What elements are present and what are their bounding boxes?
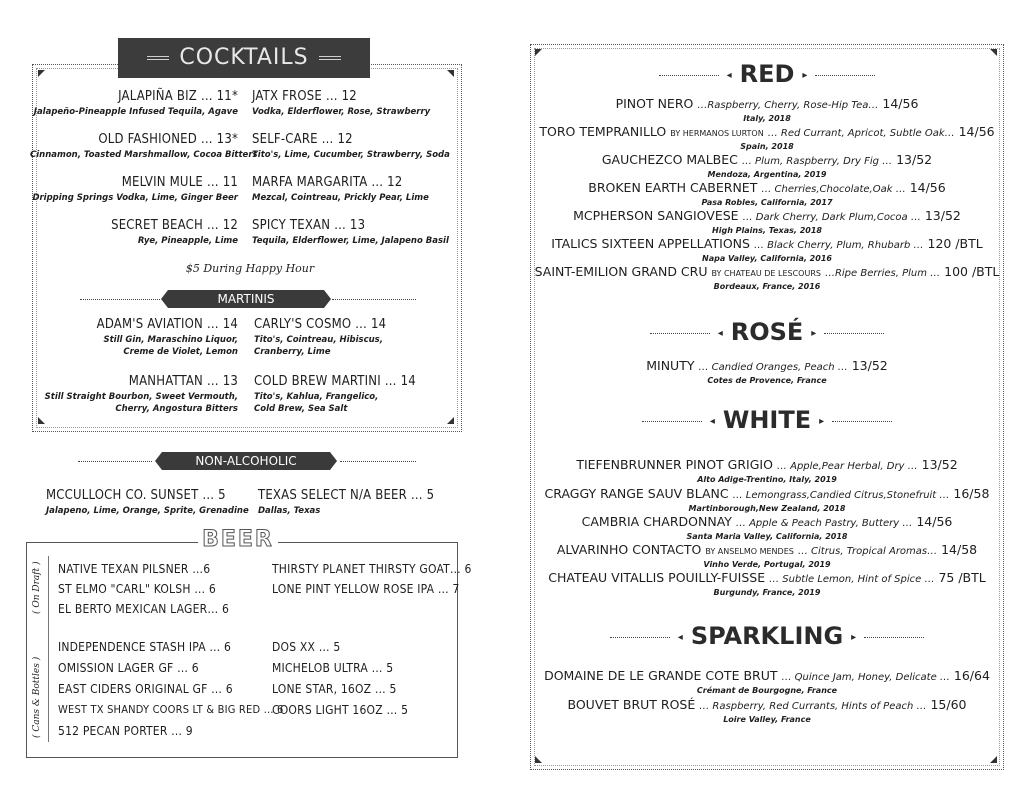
wine-notes: … Raspberry, Red Currants, Hints of Peach … xyxy=(699,701,927,712)
wine-origin: Alto Adige-Trentino, Italy, 2019 xyxy=(697,475,837,484)
beer-item: ST ELMO "CARL" KOLSH … 6 xyxy=(58,582,216,596)
wine-entry xyxy=(534,457,1000,485)
cocktail-name: SPICY TEXAN … 13 xyxy=(252,218,366,233)
na-desc: Dallas, Texas xyxy=(258,506,321,516)
wine-name: DOMAINE DE LE GRANDE COTE BRUT xyxy=(544,668,778,683)
banner-dash xyxy=(319,56,341,60)
wine-name: SAINT-EMILION GRAND CRU xyxy=(534,264,708,279)
wine-notes: …Ripe Berries, Plum … xyxy=(824,268,941,279)
wine-entry xyxy=(534,124,1000,152)
wine-price: 13/52 xyxy=(924,208,961,223)
wine-price: 13/52 xyxy=(896,152,933,167)
beer-item: NATIVE TEXAN PILSNER …6 xyxy=(58,562,211,576)
cocktail-desc: Dripping Springs Vodka, Lime, Ginger Beer xyxy=(32,193,238,203)
martini-desc: Tito's, Kahlua, Frangelico, xyxy=(254,392,379,402)
wine-notes: … Citrus, Tropical Aromas… xyxy=(797,546,938,557)
cocktail-desc: Tito's, Lime, Cucumber, Strawberry, Soda xyxy=(252,150,450,160)
wine-price: 13/52 xyxy=(851,358,888,373)
wine-origin: Bordeaux, France, 2016 xyxy=(713,282,821,291)
wine-name: BOUVET BRUT ROSÉ xyxy=(567,697,696,712)
wine-origin: Pasa Robles, California, 2017 xyxy=(701,198,833,207)
beer-item: DOS XX … 5 xyxy=(272,640,341,654)
martini-name: MANHATTAN … 13 xyxy=(128,374,238,389)
wine-notes: …Raspberry, Cherry, Rose-Hip Tea… xyxy=(697,100,879,111)
wine-origin: Mendoza, Argentina, 2019 xyxy=(707,170,827,179)
cocktail-name: SECRET BEACH … 12 xyxy=(111,218,238,233)
cocktail-name: SELF-CARE … 12 xyxy=(252,132,353,147)
wine-notes: … Candied Oranges, Peach … xyxy=(698,362,848,373)
beer-item: THIRSTY PLANET THIRSTY GOAT… 6 xyxy=(272,562,472,576)
cocktail-name: JATX FROSE … 12 xyxy=(252,89,357,104)
wine-origin: Burgundy, France, 2019 xyxy=(713,588,821,597)
wine-origin: Napa Valley, California, 2016 xyxy=(702,254,832,263)
wine-notes: … Red Currant, Apricot, Subtle Oak… xyxy=(767,128,955,139)
beer-item: WEST TX SHANDY COORS LT & BIG RED … 6 xyxy=(58,703,284,716)
wine-price: 14/56 xyxy=(958,124,995,139)
divider-dots xyxy=(332,299,416,300)
sparkling-title: SPARKLING xyxy=(690,622,844,650)
wine-entry xyxy=(534,264,1000,292)
divider-dots xyxy=(815,75,875,76)
cocktails-banner xyxy=(118,38,370,78)
beer-item: MICHELOB ULTRA … 5 xyxy=(272,661,394,675)
beer-item: EAST CIDERS ORIGINAL GF … 6 xyxy=(58,682,233,696)
cocktail-desc: Cinnamon, Toasted Marshmallow, Cocoa Bitters xyxy=(30,150,258,160)
corner-ornament xyxy=(535,49,542,56)
wine-notes: … Quince Jam, Honey, Delicate … xyxy=(781,672,950,683)
wine-name: ALVARINHO CONTACTO xyxy=(556,542,702,557)
divider-dots xyxy=(650,333,710,334)
beer-item: INDEPENDENCE STASH IPA … 6 xyxy=(58,640,232,654)
martini-name: ADAM'S AVIATION … 14 xyxy=(96,317,238,332)
martini-desc: Still Straight Bourbon, Sweet Vermouth, xyxy=(44,392,238,402)
happy-hour-note: $5 During Happy Hour xyxy=(185,262,315,275)
corner-ornament xyxy=(990,49,997,56)
on-draft-label: ( On Draft ) xyxy=(32,561,42,614)
wine-price: 100 /BTL xyxy=(944,264,1000,279)
wine-origin: Santa Maria Valley, California, 2018 xyxy=(686,532,848,541)
martini-desc: Creme de Violet, Lemon xyxy=(123,347,238,357)
wine-entry xyxy=(534,152,1000,180)
na-name: MCCULLOCH CO. SUNSET … 5 xyxy=(46,488,226,503)
martini-name: COLD BREW MARTINI … 14 xyxy=(254,374,416,389)
white-section-title: ◂ WHITE ▸ xyxy=(534,406,1000,434)
wine-notes: … Apple,Pear Herbal, Dry … xyxy=(776,461,918,472)
wine-notes: … Plum, Raspberry, Dry Fig … xyxy=(741,156,893,167)
wine-price: 14/56 xyxy=(909,180,946,195)
rose-section-title: ◂ ROSÉ ▸ xyxy=(534,318,1000,346)
wine-origin: Loire Valley, France xyxy=(723,715,811,724)
martini-desc: Still Gin, Maraschino Liquor, xyxy=(103,335,238,345)
cocktail-desc: Rye, Pineapple, Lime xyxy=(137,236,238,246)
martini-desc: Cold Brew, Sea Salt xyxy=(254,404,348,414)
sparkling-section-title: ◂ SPARKLING ▸ xyxy=(534,622,1000,650)
wine-entry xyxy=(534,514,1000,542)
martini-desc: Cherry, Angostura Bitters xyxy=(115,404,238,414)
rose-title: ROSÉ xyxy=(730,318,804,346)
red-section-title: ◂ RED ▸ xyxy=(534,60,1000,88)
beer-item: LONE STAR, 16OZ … 5 xyxy=(272,682,397,696)
corner-ornament xyxy=(38,70,45,77)
cocktail-name: JALAPIÑA BIZ … 11* xyxy=(118,89,238,104)
wine-name: GAUCHEZCO MALBEC xyxy=(601,152,738,167)
divider-dots xyxy=(832,421,892,422)
divider-dots xyxy=(659,75,719,76)
wine-origin: High Plains, Texas, 2018 xyxy=(712,226,822,235)
na-name: TEXAS SELECT N/A BEER … 5 xyxy=(258,488,435,503)
wine-name: TIEFENBRUNNER PINOT GRIGIO xyxy=(576,457,773,472)
wine-price: 15/60 xyxy=(930,697,967,712)
wine-entry xyxy=(534,570,1000,598)
martini-name: CARLY'S COSMO … 14 xyxy=(254,317,387,332)
divider-dots xyxy=(340,461,416,462)
wine-notes: … Black Cherry, Plum, Rhubarb … xyxy=(753,240,924,251)
divider-dots xyxy=(610,637,670,638)
corner-ornament xyxy=(447,417,454,424)
wine-price: 14/58 xyxy=(941,542,978,557)
beer-item: EL BERTO MEXICAN LAGER… 6 xyxy=(58,602,230,616)
wine-entry xyxy=(534,668,1000,696)
beer-item: LONE PINT YELLOW ROSE IPA … 7 xyxy=(272,582,460,596)
wine-origin: Italy, 2018 xyxy=(743,114,791,123)
banner-dash xyxy=(147,56,169,60)
cocktail-desc: Tequila, Elderflower, Lime, Jalapeno Basil xyxy=(252,236,449,246)
corner-ornament xyxy=(535,756,542,763)
wine-name: MCPHERSON SANGIOVESE xyxy=(573,208,739,223)
wine-origin: Crémant de Bourgogne, France xyxy=(696,686,838,695)
cans-bottles-label: ( Cans & Bottles ) xyxy=(32,656,42,738)
wine-origin: Cotes de Provence, France xyxy=(707,376,827,385)
cocktail-desc: Vodka, Elderflower, Rose, Strawberry xyxy=(252,107,431,117)
wine-price: 120 /BTL xyxy=(927,236,983,251)
wine-entry xyxy=(534,96,1000,124)
cocktail-desc: Jalapeño-Pineapple Infused Tequila, Agave xyxy=(33,107,238,117)
wine-entry xyxy=(534,208,1000,236)
wine-price: 13/52 xyxy=(921,457,958,472)
martini-desc: Tito's, Cointreau, Hibiscus, xyxy=(254,335,383,345)
na-desc: Jalapeno, Lime, Orange, Sprite, Grenadine xyxy=(46,506,249,516)
cocktail-name: MELVIN MULE … 11 xyxy=(121,175,238,190)
wine-notes: … Subtle Lemon, Hint of Spice … xyxy=(769,574,935,585)
wine-price: 16/58 xyxy=(953,486,990,501)
cocktail-name: MARFA MARGARITA … 12 xyxy=(252,175,403,190)
wine-origin: Spain, 2018 xyxy=(740,142,794,151)
cocktails-title: COCKTAILS xyxy=(179,45,309,70)
beer-item: COORS LIGHT 16OZ … 5 xyxy=(272,703,409,717)
divider-dots xyxy=(78,461,152,462)
wine-entry xyxy=(534,358,1000,386)
divider-dots xyxy=(824,333,884,334)
wine-origin: Martinborough,New Zealand, 2018 xyxy=(688,504,846,513)
corner-ornament xyxy=(38,417,45,424)
martini-desc: Cranberry, Lime xyxy=(254,347,331,357)
wine-name: PINOT NERO xyxy=(615,96,694,111)
wine-notes: … Dark Cherry, Dark Plum,Cocoa … xyxy=(742,212,921,223)
beer-title: BEER xyxy=(198,527,278,552)
wine-entry xyxy=(534,236,1000,264)
corner-ornament xyxy=(990,756,997,763)
red-title: RED xyxy=(739,60,795,88)
wine-entry xyxy=(534,180,1000,208)
beer-side-divider xyxy=(48,556,49,742)
wine-name: ITALICS SIXTEEN APPELLATIONS xyxy=(551,236,750,251)
beer-item: 512 PECAN PORTER … 9 xyxy=(58,724,193,738)
white-title: WHITE xyxy=(722,406,812,434)
wine-entry xyxy=(534,486,1000,514)
martinis-header: MARTINIS xyxy=(168,290,324,308)
divider-dots xyxy=(642,421,702,422)
wine-price: 16/64 xyxy=(953,668,990,683)
wine-producer: BY ANSELMO MENDES xyxy=(705,547,794,556)
beer-item: OMISSION LAGER GF … 6 xyxy=(58,661,199,675)
cocktail-name: OLD FASHIONED … 13* xyxy=(98,132,238,147)
wine-name: BROKEN EARTH CABERNET xyxy=(588,180,758,195)
wine-price: 14/56 xyxy=(882,96,919,111)
wine-name: CHATEAU VITALLIS POUILLY-FUISSE xyxy=(548,570,766,585)
wine-origin: Vinho Verde, Portugal, 2019 xyxy=(703,560,831,569)
wine-price: 75 /BTL xyxy=(938,570,986,585)
corner-ornament xyxy=(447,70,454,77)
wine-name: MINUTY xyxy=(646,358,695,373)
divider-dots xyxy=(864,637,924,638)
non-alcoholic-header: NON-ALCOHOLIC xyxy=(162,452,330,470)
cocktail-desc: Mezcal, Cointreau, Prickly Pear, Lime xyxy=(252,193,429,203)
wine-entry xyxy=(534,697,1000,725)
divider-dots xyxy=(80,299,160,300)
wine-entry xyxy=(534,542,1000,570)
wine-name: TORO TEMPRANILLO xyxy=(539,124,667,139)
wine-notes: … Cherries,Chocolate,Oak … xyxy=(761,184,906,195)
wine-notes: … Lemongrass,Candied Citrus,Stonefruit … xyxy=(732,490,950,501)
wine-name: CRAGGY RANGE SAUV BLANC xyxy=(544,486,729,501)
wine-name: CAMBRIA CHARDONNAY xyxy=(581,514,732,529)
wine-notes: … Apple & Peach Pastry, Buttery … xyxy=(735,518,913,529)
wine-producer: BY HERMANOS LURTON xyxy=(670,129,764,138)
wine-price: 14/56 xyxy=(916,514,953,529)
wine-producer: BY CHATEAU DE LESCOURS xyxy=(711,269,821,278)
